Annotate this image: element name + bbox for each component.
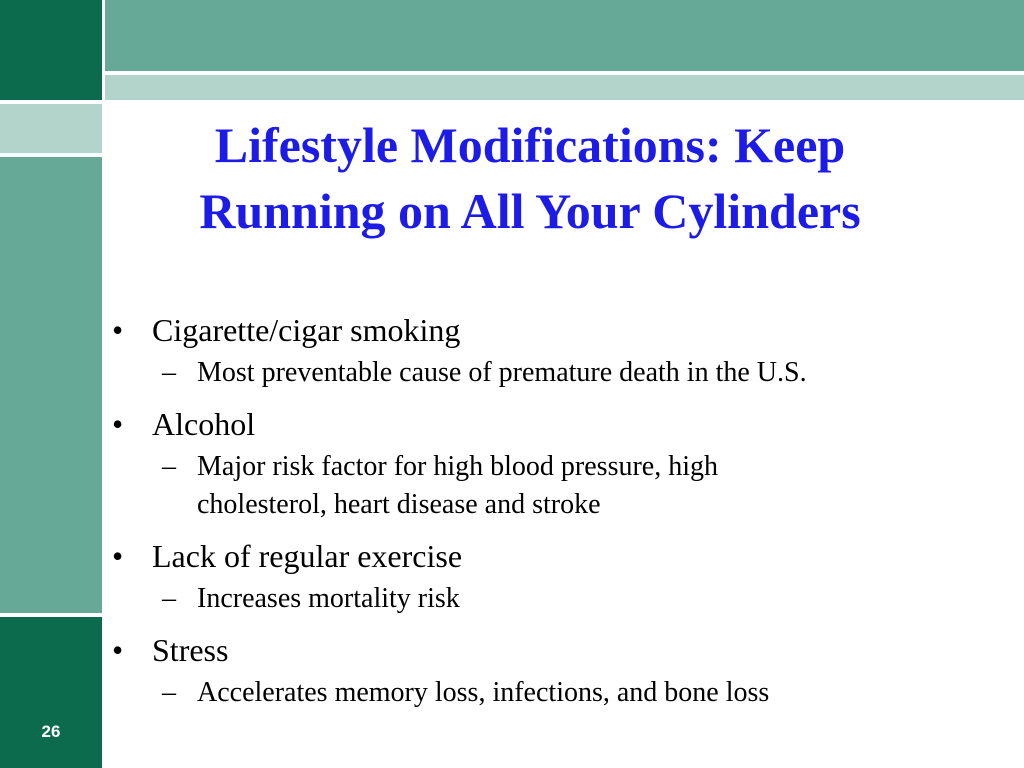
bullet-dot-icon: • <box>112 406 124 442</box>
decor-band-top <box>105 0 1024 71</box>
sub-bullet-item <box>112 448 972 524</box>
slide-title <box>110 112 950 244</box>
title-line-2: Running on All Your Cylinders <box>199 183 861 239</box>
dash-icon: – <box>162 677 176 708</box>
sub-bullet-text: Most preventable cause of premature death in the U.S. <box>197 357 807 388</box>
bullet-text: Alcohol <box>152 406 256 442</box>
decor-band-top-light <box>105 75 1024 100</box>
dash-icon: – <box>162 451 176 482</box>
bullet-text: Lack of regular exercise <box>152 538 463 574</box>
bullet-dot-icon: • <box>112 312 124 348</box>
bullet-dot-icon: • <box>112 632 124 668</box>
sub-bullet-item <box>112 580 972 618</box>
bullet-text: Stress <box>152 632 229 668</box>
bullet-item <box>112 400 972 448</box>
title-line-1: Lifestyle Modifications: Keep <box>214 117 846 173</box>
sub-bullet-text: Accelerates memory loss, infections, and bone loss <box>197 677 770 708</box>
bullet-item <box>112 532 972 580</box>
decor-divider <box>102 0 105 768</box>
dash-icon: – <box>162 583 176 614</box>
bullet-item <box>112 626 972 674</box>
bullet-dot-icon: • <box>112 538 124 574</box>
decor-block-bottom-left <box>0 617 102 768</box>
sub-bullet-text: Increases mortality risk <box>197 583 460 614</box>
sub-bullet-item <box>112 674 972 712</box>
decor-block-left-mid <box>0 157 102 613</box>
decor-block-left-light <box>0 104 102 153</box>
sub-bullet-text-line-2: cholesterol, heart disease and stroke <box>197 489 601 520</box>
sub-bullet-item <box>112 354 972 392</box>
bullet-text: Cigarette/cigar smoking <box>152 312 461 348</box>
sub-bullet-text-line-1: Major risk factor for high blood pressure, high <box>197 451 718 482</box>
bullet-list <box>112 306 972 712</box>
bullet-item <box>112 306 972 354</box>
slide-number: 26 <box>41 722 61 741</box>
dash-icon: – <box>162 357 176 388</box>
decor-block-top-left <box>0 0 102 100</box>
